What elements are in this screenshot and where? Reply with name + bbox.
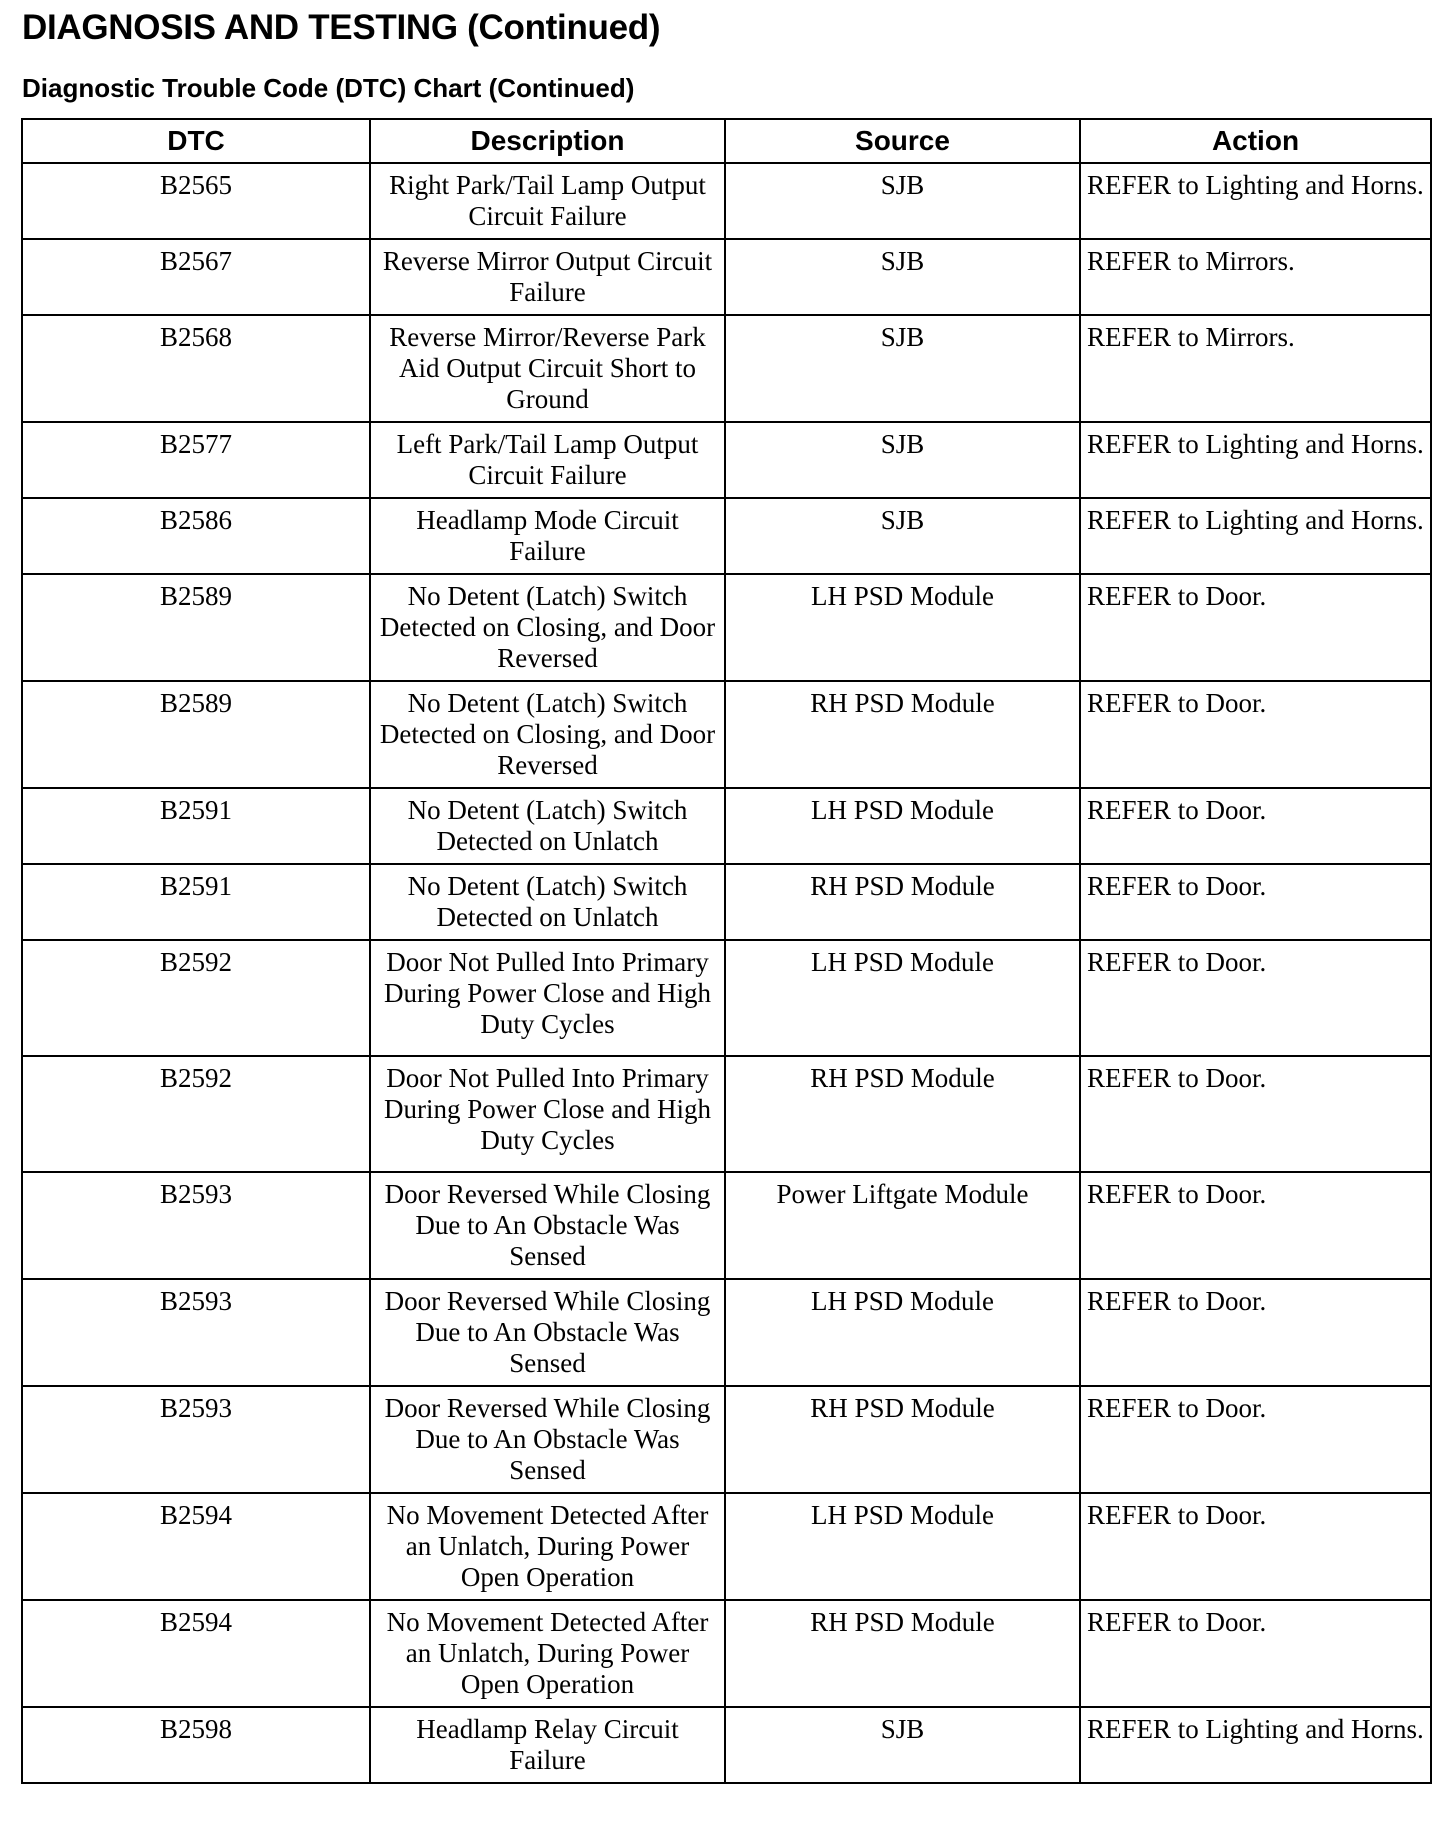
dtc-code: B2593 (22, 1172, 370, 1279)
description: Right Park/Tail Lamp Output Circuit Failure (370, 163, 725, 239)
table-row (22, 681, 1431, 788)
source: LH PSD Module (725, 1279, 1080, 1386)
action: REFER to Mirrors. (1080, 239, 1431, 315)
description: Reverse Mirror/Reverse Park Aid Output Circuit Short to Ground (370, 315, 725, 422)
source: SJB (725, 163, 1080, 239)
table-row (22, 1279, 1431, 1386)
column-header-dtc: DTC (22, 119, 370, 163)
source: Power Liftgate Module (725, 1172, 1080, 1279)
dtc-code: B2591 (22, 864, 370, 940)
action: REFER to Door. (1080, 940, 1431, 1056)
chart-subtitle: Diagnostic Trouble Code (DTC) Chart (Continued) (22, 73, 635, 103)
table-row (22, 1056, 1431, 1172)
source: SJB (725, 1707, 1080, 1783)
description: Door Reversed While Closing Due to An Obstacle Was Sensed (370, 1279, 725, 1386)
action: REFER to Door. (1080, 1600, 1431, 1707)
action: REFER to Lighting and Horns. (1080, 1707, 1431, 1783)
table-row (22, 422, 1431, 498)
table-row (22, 864, 1431, 940)
dtc-code: B2592 (22, 940, 370, 1056)
description: No Movement Detected After an Unlatch, During Power Open Operation (370, 1600, 725, 1707)
description: Headlamp Mode Circuit Failure (370, 498, 725, 574)
table-row (22, 1172, 1431, 1279)
source: LH PSD Module (725, 940, 1080, 1056)
source: LH PSD Module (725, 574, 1080, 681)
description: No Movement Detected After an Unlatch, During Power Open Operation (370, 1493, 725, 1600)
description: Door Reversed While Closing Due to An Obstacle Was Sensed (370, 1172, 725, 1279)
dtc-code: B2594 (22, 1493, 370, 1600)
action: REFER to Lighting and Horns. (1080, 163, 1431, 239)
description: No Detent (Latch) Switch Detected on Unlatch (370, 788, 725, 864)
column-header-action: Action (1080, 119, 1431, 163)
source: RH PSD Module (725, 1056, 1080, 1172)
table-row (22, 574, 1431, 681)
dtc-chart-table (21, 118, 1432, 1784)
dtc-code: B2589 (22, 681, 370, 788)
description: Left Park/Tail Lamp Output Circuit Failure (370, 422, 725, 498)
table-row (22, 239, 1431, 315)
table-row (22, 1600, 1431, 1707)
description: Door Not Pulled Into Primary During Power Close and High Duty Cycles (370, 1056, 725, 1172)
table-row (22, 1707, 1431, 1783)
page-title: DIAGNOSIS AND TESTING (Continued) (22, 8, 661, 47)
table-row (22, 498, 1431, 574)
source: LH PSD Module (725, 788, 1080, 864)
description: No Detent (Latch) Switch Detected on Unlatch (370, 864, 725, 940)
action: REFER to Door. (1080, 788, 1431, 864)
action: REFER to Mirrors. (1080, 315, 1431, 422)
description: No Detent (Latch) Switch Detected on Closing, and Door Reversed (370, 681, 725, 788)
description: Headlamp Relay Circuit Failure (370, 1707, 725, 1783)
dtc-code: B2567 (22, 239, 370, 315)
action: REFER to Door. (1080, 1386, 1431, 1493)
action: REFER to Door. (1080, 681, 1431, 788)
dtc-code: B2592 (22, 1056, 370, 1172)
column-header-source: Source (725, 119, 1080, 163)
source: SJB (725, 315, 1080, 422)
source: SJB (725, 422, 1080, 498)
source: SJB (725, 498, 1080, 574)
table-row (22, 163, 1431, 239)
dtc-code: B2577 (22, 422, 370, 498)
dtc-code: B2591 (22, 788, 370, 864)
description: Door Reversed While Closing Due to An Obstacle Was Sensed (370, 1386, 725, 1493)
dtc-code: B2589 (22, 574, 370, 681)
table-row (22, 940, 1431, 1056)
column-header-description: Description (370, 119, 725, 163)
table-row (22, 315, 1431, 422)
action: REFER to Door. (1080, 864, 1431, 940)
dtc-code: B2568 (22, 315, 370, 422)
source: RH PSD Module (725, 864, 1080, 940)
dtc-code: B2565 (22, 163, 370, 239)
action: REFER to Door. (1080, 1279, 1431, 1386)
dtc-code: B2598 (22, 1707, 370, 1783)
source: RH PSD Module (725, 1386, 1080, 1493)
action: REFER to Lighting and Horns. (1080, 422, 1431, 498)
dtc-code: B2594 (22, 1600, 370, 1707)
dtc-code: B2593 (22, 1279, 370, 1386)
dtc-code: B2586 (22, 498, 370, 574)
table-header-row (22, 119, 1431, 163)
source: RH PSD Module (725, 681, 1080, 788)
source: RH PSD Module (725, 1600, 1080, 1707)
source: LH PSD Module (725, 1493, 1080, 1600)
table-row (22, 1493, 1431, 1600)
table-row (22, 788, 1431, 864)
table-row (22, 1386, 1431, 1493)
description: Door Not Pulled Into Primary During Power Close and High Duty Cycles (370, 940, 725, 1056)
action: REFER to Door. (1080, 1056, 1431, 1172)
dtc-code: B2593 (22, 1386, 370, 1493)
action: REFER to Lighting and Horns. (1080, 498, 1431, 574)
action: REFER to Door. (1080, 1493, 1431, 1600)
source: SJB (725, 239, 1080, 315)
description: Reverse Mirror Output Circuit Failure (370, 239, 725, 315)
description: No Detent (Latch) Switch Detected on Closing, and Door Reversed (370, 574, 725, 681)
action: REFER to Door. (1080, 1172, 1431, 1279)
action: REFER to Door. (1080, 574, 1431, 681)
